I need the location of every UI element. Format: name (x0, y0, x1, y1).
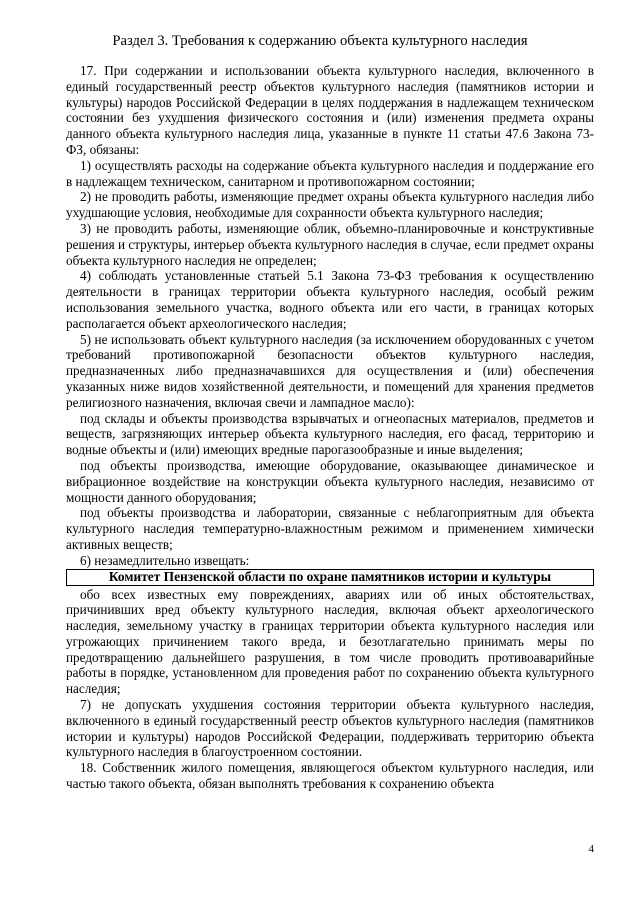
list-item-4: 4) соблюдать установленные статьей 5.1 Закона 73-ФЗ требования к осуществлению деятельности в границах территории объекта культурного наследия, особый режим использования земельного участка, водного объекта или его части, в границах которых располагается объект археологического наследия; (66, 268, 594, 331)
list-item-1: 1) осуществлять расходы на содержание объекта культурного наследия и поддержание его в надлежащем техническом, санитарном и противопожарном состоянии; (66, 157, 594, 189)
paragraph-18: 18. Собственник жилого помещения, являющегося объектом культурного наследия, или частью такого объекта, обязан выполнять требования к сохранению объекта (66, 760, 594, 792)
list-item-6: 6) незамедлительно извещать: (80, 552, 250, 568)
list-item-5: 5) не использовать объект культурного наследия (за исключением оборудованных с учетом требований противопожарной безопасности объектов культурного наследия, предназначенных либо предназначавшихся для осуществления и (или) обеспечения указанных ниже видов хозяйственной деятельности, и помещений для хранения предметов религиозного назначения, включая свечи и лампадное масло): (66, 331, 594, 410)
document-body (66, 63, 594, 792)
sub-item-production-vibration: под объекты производства, имеющие оборудование, оказывающее динамическое и вибрационное воздействие на конструкции объекта культурного наследия, независимо от мощности данного оборудования; (66, 457, 594, 505)
list-item-7: 7) не допускать ухудшения состояния территории объекта культурного наследия, включенного в единый государственный реестр объектов культурного наследия (памятников истории и культуры) народов Российской Федерации, поддерживать территорию объекта культурного наследия в благоустроенном состоянии. (66, 697, 594, 760)
page-number: 4 (588, 843, 594, 855)
list-item-3: 3) не проводить работы, изменяющие облик, объемно-планировочные и конструктивные решения и структуры, интерьер объекта культурного наследия в случае, если предмет охраны объекта культурного наследия не определен; (66, 220, 594, 268)
paragraph-17: 17. При содержании и использовании объекта культурного наследия, включенного в единый государственный реестр объектов культурного наследия (памятников истории и культуры) народов Российской Федерации в целях поддержания в надлежащем техническом состоянии без ухудшения физического состояния и (или) изменения предмета охраны данного объекта культурного наследия лица, указанные в пункте 11 статьи 47.6 Закона 73-ФЗ, обязаны: (66, 63, 594, 157)
section-title: Раздел 3. Требования к содержанию объекта культурного наследия (112, 33, 528, 49)
notification-details: обо всех известных ему повреждениях, авариях или об иных обстоятельствах, причинивших вред объекту культурного наследия, включая объект археологического наследия, земельному участку в границах территории объекта культурного наследия или угрожающих причинением такого вреда, и безотлагательно принимать меры по предотвращению дальнейшего разрушения, в том числе проводить противоаварийные работы в порядке, установленном для проведения работ по сохранению объекта культурного наследия; (66, 586, 594, 697)
list-item-2: 2) не проводить работы, изменяющие предмет охраны объекта культурного наследия либо ухудшающие условия, необходимые для сохранности объекта культурного наследия; (66, 189, 594, 221)
committee-name-box: Комитет Пензенской области по охране памятников истории и культуры (66, 569, 594, 586)
sub-item-warehouses: под склады и объекты производства взрывчатых и огнеопасных материалов, предметов и веществ, загрязняющих интерьер объекта культурного наследия, его фасад, территорию и водные объекты и (или) имеющих вредные парогазообразные и иные выделения; (66, 410, 594, 458)
sub-item-laboratories: под объекты производства и лаборатории, связанные с неблагоприятным для объекта культурного наследия температурно-влажностным режимом и применением химически активных веществ; (66, 505, 594, 552)
